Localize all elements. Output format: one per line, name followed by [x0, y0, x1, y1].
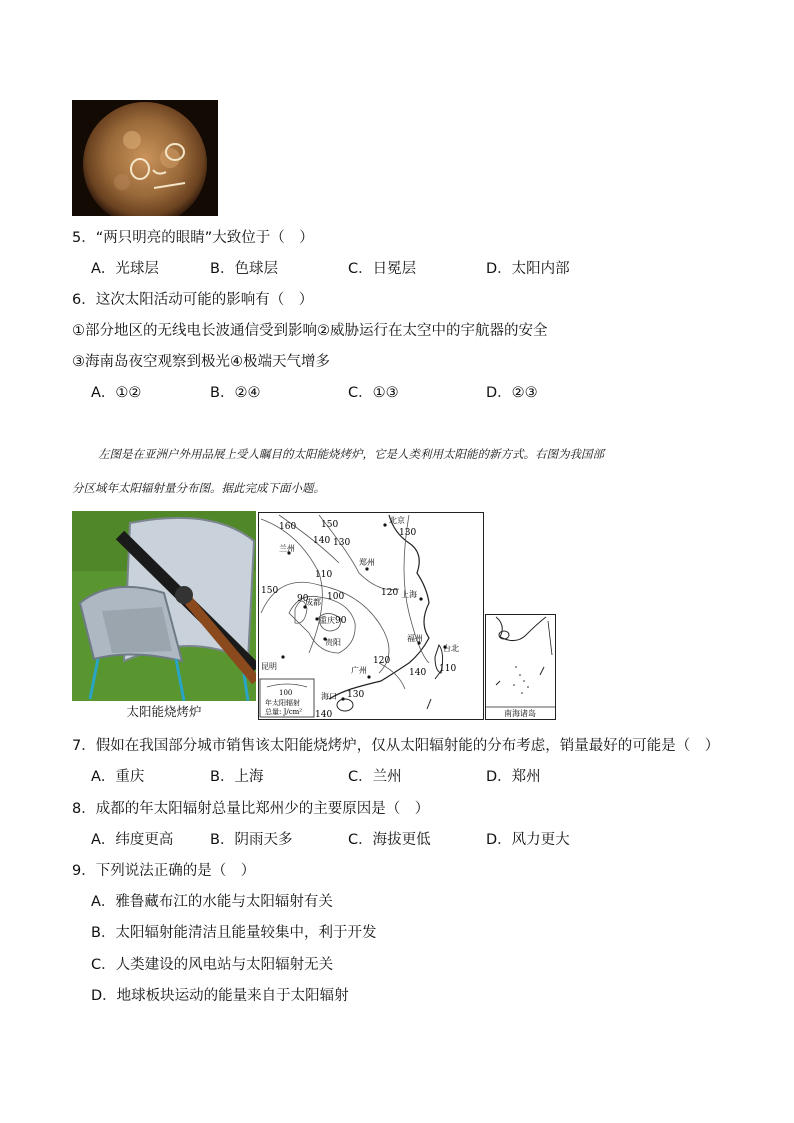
legend-title: 年太阳辐射: [265, 699, 300, 707]
contour-label: 140: [313, 536, 331, 546]
legend-value: 100: [279, 689, 293, 697]
sun-photo: [72, 100, 218, 216]
contour-label: 130: [399, 528, 417, 538]
material-line-1: 左图是在亚洲户外用品展上受人瞩目的太阳能烧烤炉，它是人类利用太阳能的新方式。右图为我国部: [98, 447, 604, 461]
contour-label: 140: [315, 710, 333, 719]
contour-label: 120: [381, 588, 399, 598]
contour-label: 120: [373, 656, 391, 666]
city-label: 重庆: [319, 616, 335, 625]
question-9-stem: 9．下列说法正确的是（ ）: [72, 863, 256, 879]
q5-option-c[interactable]: C．日冕层: [348, 261, 417, 277]
question-6-statement-2: ③海南岛夜空观察到极光④极端天气增多: [72, 354, 330, 370]
q9-option-a[interactable]: A．雅鲁藏布江的水能与太阳辐射有关: [91, 894, 333, 910]
city-label: 昆明: [261, 662, 277, 671]
q7-option-a[interactable]: A．重庆: [91, 769, 145, 785]
q5-option-a[interactable]: A．光球层: [91, 261, 159, 277]
question-8-stem: 8．成都的年太阳辐射总量比郑州少的主要原因是（ ）: [72, 801, 430, 817]
q5-option-b[interactable]: B．色球层: [210, 261, 278, 277]
q8-option-d[interactable]: D．风力更大: [486, 832, 570, 848]
q8-option-c[interactable]: C．海拔更低: [348, 832, 431, 848]
contour-label: 140: [409, 668, 427, 678]
q7-option-c[interactable]: C．兰州: [348, 769, 402, 785]
contour-label: 100: [327, 592, 345, 602]
contour-label: 110: [439, 664, 457, 674]
contour-label: 150: [261, 586, 279, 596]
contour-label: 90: [297, 594, 309, 604]
city-label: 海口: [321, 692, 337, 701]
city-label: 台北: [443, 644, 459, 653]
q8-option-b[interactable]: B．阴雨天多: [210, 832, 293, 848]
question-6-statement-1: ①部分地区的无线电长波通信受到影响②威胁运行在太空中的宇航器的安全: [72, 323, 548, 339]
city-label: 成都: [305, 598, 321, 607]
q9-option-c[interactable]: C．人类建设的风电站与太阳辐射无关: [91, 957, 334, 973]
question-5-stem: 5．“两只明亮的眼睛”大致位于（ ）: [72, 230, 314, 246]
contour-label: 110: [315, 570, 333, 580]
q8-option-a[interactable]: A．纬度更高: [91, 832, 174, 848]
city-label: 贵阳: [325, 638, 341, 647]
question-7-stem: 7．假如在我国部分城市销售该太阳能烧烤炉，仅从太阳辐射能的分布考虑，销量最好的可能是（ ）: [72, 738, 720, 754]
solar-cooker-photo: [72, 511, 256, 701]
material-line-2: 分区域年太阳辐射量分布图。据此完成下面小题。: [72, 481, 325, 495]
q5-option-d[interactable]: D．太阳内部: [486, 261, 570, 277]
solar-cooker-caption: 太阳能烧烤炉: [126, 704, 202, 719]
q7-option-d[interactable]: D．郑州: [486, 769, 541, 785]
q9-option-b[interactable]: B．太阳辐射能清洁且能量较集中，利于开发: [91, 925, 377, 941]
inset-label: 南海诸岛: [504, 709, 536, 718]
contour-label: 150: [321, 520, 339, 530]
city-label: 广州: [351, 666, 367, 675]
q6-option-b[interactable]: B．②④: [210, 385, 261, 401]
contour-label: 90: [335, 616, 347, 626]
city-label: 北京: [389, 516, 405, 525]
q6-option-c[interactable]: C．①③: [348, 385, 399, 401]
q6-option-d[interactable]: D．②③: [486, 385, 538, 401]
legend-unit: 总量: J/cm²: [265, 708, 303, 716]
city-label: 兰州: [279, 544, 295, 553]
q7-option-b[interactable]: B．上海: [210, 769, 264, 785]
question-6-stem: 6．这次太阳活动可能的影响有（ ）: [72, 292, 314, 308]
city-label: 上海: [401, 590, 417, 599]
reading-material: [72, 437, 722, 505]
contour-label: 130: [347, 690, 365, 700]
contour-label: 160: [279, 522, 297, 532]
contour-label: 130: [333, 538, 351, 548]
south-china-sea-inset: [485, 614, 556, 720]
city-label: 郑州: [359, 558, 375, 567]
solar-radiation-map: [258, 512, 484, 720]
city-label: 福州: [407, 634, 423, 643]
q6-option-a[interactable]: A．①②: [91, 385, 142, 401]
q9-option-d[interactable]: D．地球板块运动的能量来自于太阳辐射: [91, 988, 349, 1004]
